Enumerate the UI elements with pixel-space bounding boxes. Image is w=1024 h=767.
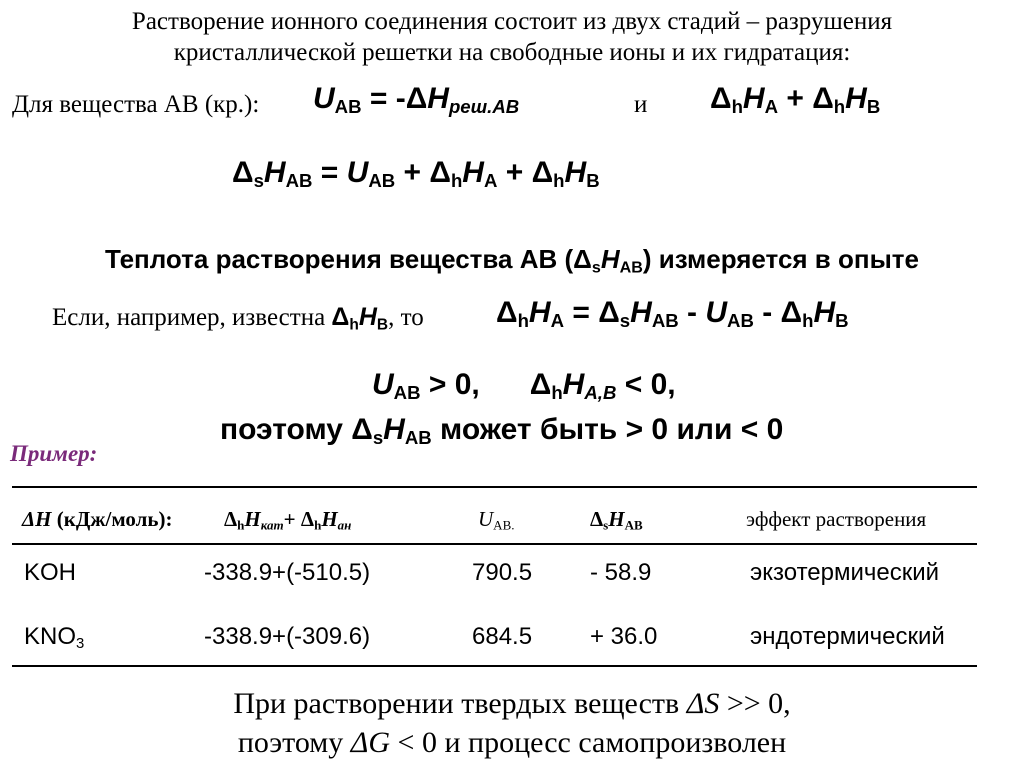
plus-delta: + Δ: [283, 507, 315, 531]
h1-sym: H: [462, 156, 484, 189]
h-sub-2: h: [833, 96, 846, 118]
b-sub: B: [586, 170, 600, 192]
h-symbol: H: [427, 82, 449, 115]
h-sym-2: H: [845, 82, 867, 115]
heat-of-solution-line: [0, 244, 1024, 275]
dissolution-equation: [232, 156, 600, 190]
delta: Δ: [331, 303, 350, 331]
entropy-symbol: ΔS: [686, 687, 720, 720]
if-symbol: [331, 303, 389, 334]
h-sym: H: [608, 507, 625, 531]
s-sub: s: [253, 170, 264, 192]
delta: Δ: [710, 82, 732, 115]
lattice-energy-equation: [313, 82, 519, 116]
cell-effect: эндотермический: [750, 623, 945, 650]
u-sym: U: [478, 507, 494, 531]
header-col-dh: [22, 507, 173, 532]
delta: Δ: [224, 507, 238, 531]
u-sub: AB: [727, 310, 754, 332]
h-relation: < 0,: [616, 368, 676, 401]
header-col-effect: эффект растворения: [746, 507, 927, 531]
plus-delta: + Δ: [778, 82, 834, 115]
h-sym-2: H: [321, 507, 338, 531]
u-subscript: AB: [334, 96, 362, 118]
substance-sub: 3: [76, 636, 85, 653]
footer-line-1: [0, 684, 1024, 723]
h-sym: H: [358, 303, 377, 331]
h-sym: H: [263, 156, 286, 189]
conditions-line-1: [372, 368, 676, 402]
u-relation: > 0, Δ: [420, 368, 552, 401]
intro-line-2: кристаллической решетки на свободные ионы и их гидратация:: [173, 39, 851, 66]
h-sub: h: [517, 310, 529, 332]
h-sub-1: h: [731, 96, 743, 118]
if-post: , то: [388, 304, 424, 331]
cell-u: 684.5: [472, 623, 533, 650]
line2-post: может быть > 0 или < 0: [431, 413, 784, 446]
cell-substance: [24, 559, 76, 587]
delta: Δ: [590, 507, 604, 531]
cell-hydration: -338.9+(-309.6): [204, 623, 371, 650]
h3-sym: H: [813, 296, 836, 329]
table-header-rule: [12, 543, 977, 545]
ab-sub: AB: [651, 310, 679, 332]
a-sub: A: [764, 96, 779, 118]
an-sub: ан: [337, 517, 352, 533]
ab-sub: AB: [285, 170, 313, 192]
cell-substance: [24, 623, 84, 651]
header-col-dsh: [590, 507, 643, 532]
ab-sub: AB: [624, 517, 643, 533]
footer-line2-pre: поэтому: [237, 726, 351, 759]
u-sub: AB: [368, 170, 396, 192]
b-sub: B: [376, 316, 389, 334]
ab-sub: A,B: [584, 382, 617, 404]
s-sub: s: [372, 427, 384, 449]
header-col-u: [478, 507, 515, 532]
s-sub: s: [619, 310, 631, 332]
h-sub-2: h: [314, 517, 322, 533]
plus-delta-2: + Δ: [497, 156, 554, 189]
cell-dsh: + 36.0: [590, 623, 658, 650]
delta: Δ: [232, 156, 254, 189]
substance-name: KOH: [24, 559, 77, 586]
equals-delta: = Δ: [564, 296, 620, 329]
gibbs-symbol: ΔG: [350, 726, 391, 759]
cell-hydration: -338.9+(-510.5): [204, 559, 371, 586]
h-sym: H: [600, 244, 620, 274]
u-equals: = -Δ: [361, 82, 428, 115]
intro-line-1: Растворение ионного соединения состоит из двух стадий – разрушения: [131, 8, 893, 35]
u-sub: AB.: [493, 517, 515, 533]
footer-line1-pre: При растворении твердых веществ: [233, 687, 687, 720]
h-sym-1: H: [244, 507, 261, 531]
b-sub: B: [835, 310, 849, 332]
u-sym: U: [705, 296, 728, 329]
if-pre: Если, например, известна: [52, 304, 332, 331]
a-sub: A: [483, 170, 498, 192]
h-sub: h: [551, 382, 563, 404]
footer-conclusion: [0, 684, 1024, 762]
plus-delta-1: + Δ: [395, 156, 451, 189]
a-sub: A: [550, 310, 565, 332]
h-sub: h: [349, 316, 359, 334]
if-known-line: [52, 303, 424, 332]
s-sub: s: [603, 517, 609, 533]
footer-line2-post: < 0 и процесс самопроизволен: [390, 726, 787, 759]
cell-dsh: - 58.9: [590, 559, 652, 586]
conditions-line-2: [220, 413, 783, 447]
u-symbol: U: [313, 82, 335, 115]
h-subscript: реш.АВ: [448, 96, 520, 118]
table-bottom-rule: [12, 665, 977, 667]
cell-effect: экзотермический: [750, 559, 940, 586]
heat-pre: Теплота растворения вещества АВ (Δ: [105, 244, 592, 274]
u-sym: U: [346, 156, 369, 189]
u-sym: U: [372, 368, 394, 401]
table-top-rule: [12, 486, 977, 488]
and-word: и: [634, 91, 648, 118]
heat-post: ) измеряется в опыте: [642, 244, 919, 274]
dh-sym: ΔH: [22, 507, 52, 531]
kat-sub: кат: [260, 517, 284, 533]
h-sym-1: H: [742, 82, 765, 115]
h2-sub: h: [553, 170, 565, 192]
s-ab: AB: [404, 427, 432, 449]
footer-line1-post: >> 0,: [719, 687, 791, 720]
substance-name: KNO: [24, 623, 77, 650]
minus-delta: - Δ: [753, 296, 803, 329]
cell-u: 790.5: [472, 559, 533, 586]
equals: =: [312, 156, 347, 189]
footer-line-2: [0, 723, 1024, 762]
h2-sym: H: [564, 156, 587, 189]
hydration-sum: [710, 82, 880, 116]
hydration-a-equation: [496, 296, 849, 330]
u-sub: AB: [393, 382, 421, 404]
example-label: Пример:: [10, 441, 98, 466]
s-sub: s: [591, 258, 601, 277]
h1-sub: h: [450, 170, 463, 192]
h-sym: H: [528, 296, 551, 329]
line2-pre: поэтому Δ: [220, 413, 373, 446]
s-sym: H: [383, 413, 405, 446]
h-sym: H: [562, 368, 585, 401]
minus-1: -: [678, 296, 706, 329]
h3-sub: h: [802, 310, 814, 332]
dh-unit: (кДж/моль):: [51, 507, 173, 531]
h-sub-1: h: [237, 517, 245, 533]
b-sub: B: [866, 96, 881, 118]
intro-text: [0, 6, 1024, 68]
h2-sym: H: [630, 296, 652, 329]
delta: Δ: [496, 296, 518, 329]
header-col-hydration: [224, 507, 351, 532]
ab-sub: AB: [619, 258, 643, 277]
ab-label: Для вещества АВ (кр.):: [12, 91, 260, 118]
